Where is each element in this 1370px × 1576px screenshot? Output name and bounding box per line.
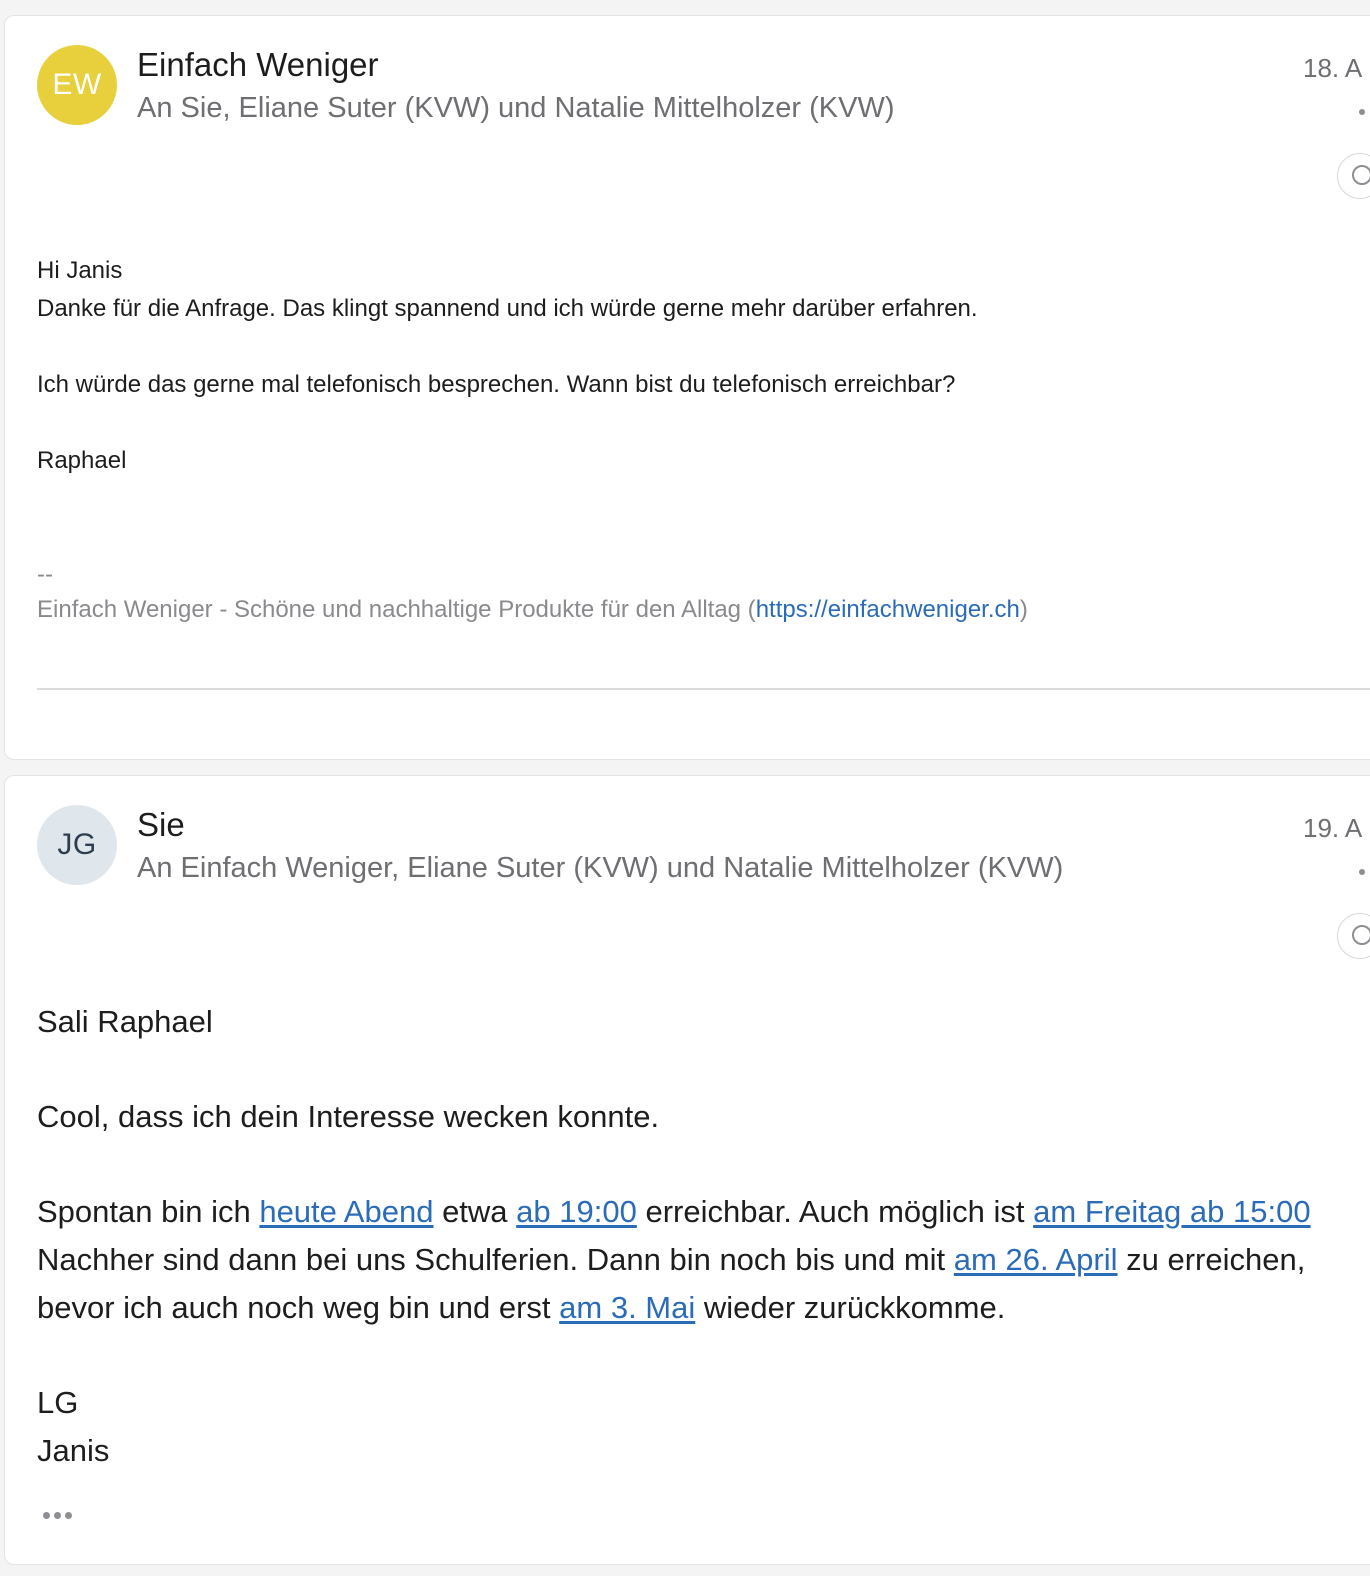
ellipsis-icon[interactable] [43, 1512, 72, 1519]
time-link[interactable]: ab 19:00 [516, 1194, 637, 1229]
text-run: zu erreichen, [1117, 1242, 1306, 1277]
signature-text-end: ) [1019, 596, 1028, 623]
text-run: Spontan bin ich [37, 1194, 260, 1229]
body-greeting: Sali Raphael [37, 1004, 213, 1039]
message-date: 18. A [1303, 53, 1363, 83]
date-link[interactable]: am 3. Mai [559, 1290, 696, 1325]
text-run: Nachher sind dann bei uns Schulferien. Dann bin noch bis und mit [37, 1242, 954, 1277]
avatar-initials: JG [57, 828, 97, 861]
text-run: bevor ich auch noch weg bin und erst [37, 1290, 560, 1325]
body-closing: LG [37, 1385, 79, 1420]
body-paragraph-line [37, 1284, 1005, 1332]
body-paragraph-line [37, 1188, 1311, 1236]
text-run: etwa [433, 1194, 517, 1229]
more-options-icon[interactable] [1359, 109, 1365, 115]
signature-link[interactable]: https://einfachweniger.ch [755, 596, 1020, 623]
date-link[interactable]: am 26. April [953, 1242, 1118, 1277]
body-line: Cool, dass ich dein Interesse wecken konnte. [37, 1099, 660, 1134]
date-link[interactable]: am Freitag ab 15:00 [1033, 1194, 1311, 1229]
more-options-icon[interactable] [1359, 869, 1365, 875]
avatar-initials: EW [52, 68, 102, 101]
date-link[interactable]: heute Abend [259, 1194, 434, 1229]
reaction-button-icon [1352, 925, 1370, 945]
divider [37, 688, 1370, 690]
signature-text: Einfach Weniger - Schöne und nachhaltige Produkte für den Alltag ( [37, 596, 756, 623]
signature [37, 596, 1028, 624]
body-line: Ich würde das gerne mal telefonisch besprechen. Wann bist du telefonisch erreichbar? [37, 371, 956, 398]
reaction-button[interactable] [1337, 913, 1370, 959]
body-signoff: Raphael [37, 447, 127, 474]
recipients-line[interactable]: An Sie, Eliane Suter (KVW) und Natalie Mittelholzer (KVW) [137, 92, 895, 124]
sender-name[interactable]: Sie [137, 806, 185, 843]
body-closing-name: Janis [37, 1433, 110, 1468]
dot [65, 1512, 72, 1519]
avatar [37, 805, 117, 885]
body-paragraph-line [37, 1236, 1305, 1284]
reaction-button[interactable] [1337, 153, 1370, 199]
dot [54, 1512, 61, 1519]
text-run: wieder zurückkomme. [695, 1290, 1006, 1325]
signature-separator: -- [37, 561, 53, 588]
sender-name[interactable]: Einfach Weniger [137, 46, 379, 83]
body-line: Danke für die Anfrage. Das klingt spannend und ich würde gerne mehr darüber erfahren. [37, 295, 978, 322]
message-card-2 [4, 775, 1370, 1565]
text-run: erreichbar. Auch möglich ist [636, 1194, 1034, 1229]
dot [43, 1512, 50, 1519]
message-date: 19. A [1303, 813, 1363, 843]
reaction-button-icon [1352, 165, 1370, 185]
message-card-1 [4, 15, 1370, 760]
avatar [37, 45, 117, 125]
recipients-line[interactable]: An Einfach Weniger, Eliane Suter (KVW) und Natalie Mittelholzer (KVW) [137, 852, 1064, 884]
body-greeting: Hi Janis [37, 257, 123, 284]
